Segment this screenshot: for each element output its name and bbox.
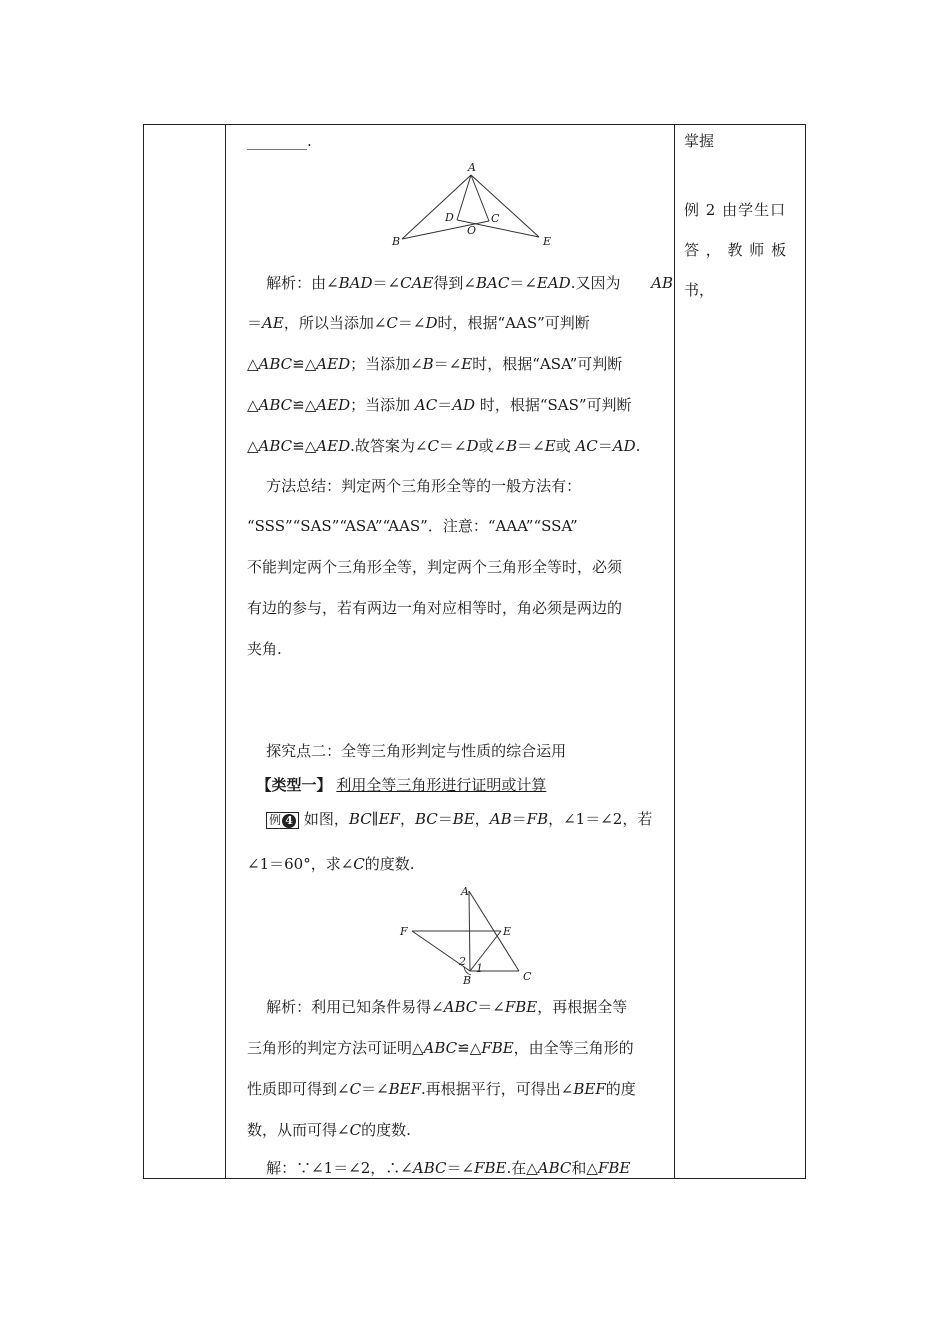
label-c: C bbox=[491, 212, 500, 225]
label-o: O bbox=[467, 224, 477, 237]
side-note-master: 掌握 bbox=[684, 132, 715, 150]
label-c: C bbox=[523, 970, 532, 983]
analysis2-line2: 三角形的判定方法可证明△ABC≌△FBE，由全等三角形的 bbox=[247, 1039, 634, 1057]
label-b: B bbox=[463, 974, 472, 987]
example-badge: 例 4 bbox=[266, 812, 299, 829]
side-note-line3: 答 ， 教 师 板 bbox=[684, 241, 788, 259]
analysis2-line1: 解析：利用已知条件易得∠ABC＝∠FBE，再根据全等 bbox=[266, 998, 628, 1016]
analysis1-line3: △ABC≌△AED；当添加∠B＝∠E时，根据“ASA”可判断 bbox=[247, 355, 623, 373]
label-angle1: 1 bbox=[476, 962, 483, 975]
label-angle2: 2 bbox=[459, 955, 466, 968]
example4-line1: 例 4 如图，BC∥EF，BC＝BE，AB＝FB，∠1＝∠2，若 bbox=[247, 809, 673, 829]
summary-line2: “SSS”“SAS”“ASA”“AAS”．注意：“AAA”“SSA” bbox=[247, 517, 578, 535]
side-note-line2: 例 2 由学生口 bbox=[684, 201, 787, 219]
example4-line2: ∠1＝60°，求∠C的度数. bbox=[247, 855, 415, 873]
summary-line5: 夹角. bbox=[247, 640, 282, 658]
solution-line1: 解：∵∠1＝∠2，∴∠ABC＝∠FBE.在△ABC和△FBE bbox=[266, 1159, 631, 1177]
label-a: A bbox=[461, 885, 469, 898]
answer-blank: ________. bbox=[247, 132, 312, 150]
side-note-line4: 书， bbox=[684, 281, 715, 299]
column-divider bbox=[225, 125, 226, 1178]
label-e: E bbox=[503, 925, 512, 938]
label-d: D bbox=[445, 211, 454, 224]
label-b: B bbox=[392, 235, 401, 248]
type-heading: 【类型一】 利用全等三角形进行证明或计算 bbox=[256, 776, 547, 794]
summary-line4: 有边的参与，若有两边一角对应相等时，角必须是两边的 bbox=[247, 599, 623, 617]
column-divider bbox=[674, 125, 675, 1178]
summary-line1: 方法总结：判定两个三角形全等的一般方法有： bbox=[266, 477, 582, 495]
figure-parallel-lines bbox=[397, 883, 547, 989]
label-e: E bbox=[543, 235, 552, 248]
analysis1-line4: △ABC≌△AED；当添加 AC＝AD 时，根据“SAS”可判断 bbox=[247, 396, 632, 414]
analysis1-line5: △ABC≌△AED.故答案为∠C＝∠D或∠B＝∠E或 AC＝AD. bbox=[247, 437, 641, 455]
analysis1-line2: ＝AE，所以当添加∠C＝∠D时，根据“AAS”可判断 bbox=[247, 314, 590, 332]
analysis2-line3: 性质即可得到∠C＝∠BEF.再根据平行，可得出∠BEF的度 bbox=[247, 1080, 636, 1098]
analysis2-line4: 数，从而可得∠C的度数. bbox=[247, 1121, 411, 1139]
label-a: A bbox=[468, 161, 476, 174]
label-f: F bbox=[400, 925, 408, 938]
lesson-table bbox=[143, 124, 806, 1179]
figure-triangles-aoe bbox=[387, 161, 567, 251]
analysis1-line1: 解析：由∠BAD＝∠CAE得到∠BAC＝∠EAD.又因为 AB bbox=[266, 274, 673, 292]
section2-title: 探究点二：全等三角形判定与性质的综合运用 bbox=[266, 742, 567, 760]
summary-line3: 不能判定两个三角形全等，判定两个三角形全等时，必须 bbox=[247, 558, 623, 576]
